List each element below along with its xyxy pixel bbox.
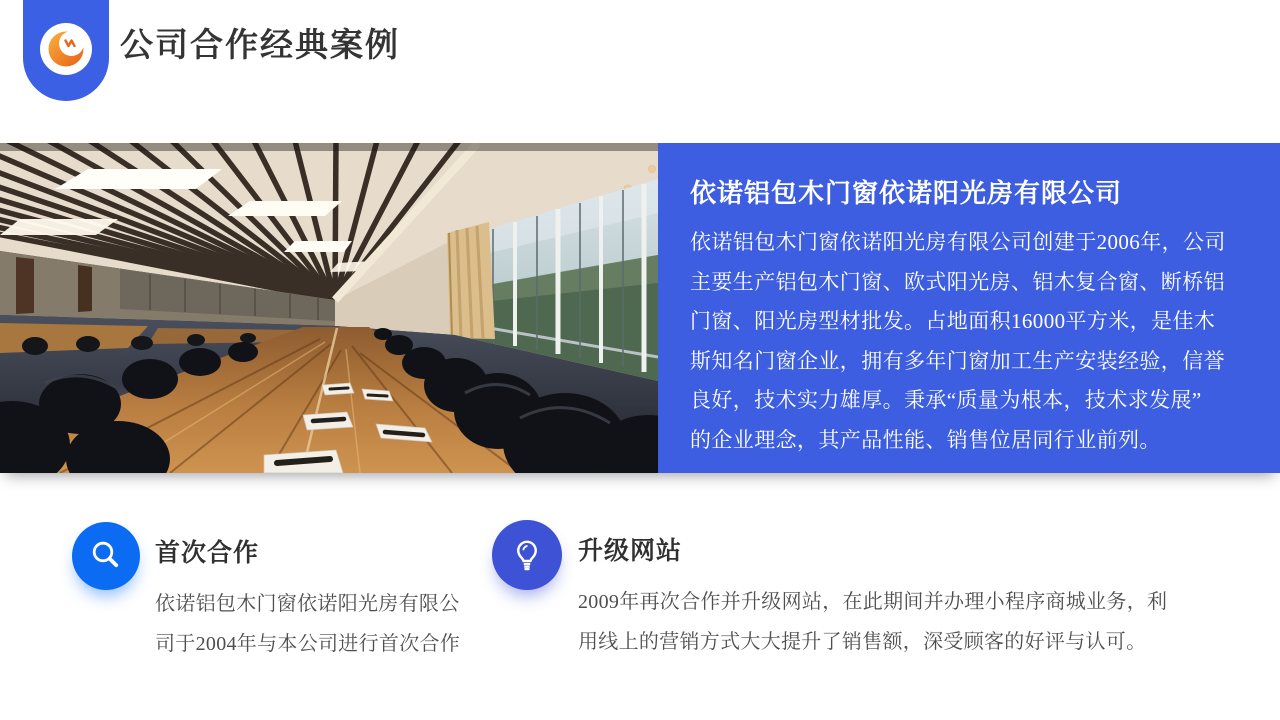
milestone-title: 首次合作: [155, 540, 260, 567]
milestone-first-cooperation: [155, 533, 460, 664]
logo-badge: [23, 0, 109, 101]
page-title: 公司合作经典案例: [120, 28, 400, 64]
feature-band: [0, 143, 1280, 473]
milestone-body-line: 用线上的营销方式大大提升了销售额，深受顾客的好评与认可。: [578, 631, 1147, 653]
company-description-line: 依诺铝包木门窗依诺阳光房有限公司创建于2006年，公司: [690, 230, 1226, 254]
company-description-line: 的企业理念，其产品性能、销售位居同行业前列。: [690, 427, 1161, 452]
milestone-body-line: 司于2004年与本公司进行首次合作: [155, 633, 461, 655]
website-upgrade-badge: [492, 520, 562, 590]
office-photo-illustration: [0, 143, 658, 473]
company-intro-panel: [658, 143, 1280, 473]
company-description-line: 主要生产铝包木门窗、欧式阳光房、铝木复合窗、断桥铝: [690, 269, 1225, 294]
search-icon: [88, 538, 124, 574]
office-photo: [0, 143, 658, 473]
company-description-line: 良好，技术实力雄厚。秉承“质量为根本，技术求发展”: [690, 388, 1202, 412]
company-description-line: 斯知名门窗企业，拥有多年门窗加工生产安装经验，信誉: [690, 348, 1225, 373]
first-cooperation-badge: [72, 522, 140, 590]
milestone-body-line: 2009年再次合作并升级网站，在此期间并办理小程序商城业务，利: [578, 591, 1168, 613]
milestone-title: 升级网站: [578, 538, 683, 565]
company-description: [690, 223, 1250, 460]
lightbulb-icon: [508, 536, 546, 574]
company-name-title: 依诺铝包木门窗依诺阳光房有限公司: [690, 179, 1123, 208]
milestone-website-upgrade: [578, 531, 1167, 662]
company-description-line: 门窗、阳光房型材批发。占地面积16000平方米，是佳木: [690, 309, 1216, 333]
company-logo-icon: [40, 23, 92, 75]
milestone-body-line: 依诺铝包木门窗依诺阳光房有限公: [155, 593, 460, 615]
